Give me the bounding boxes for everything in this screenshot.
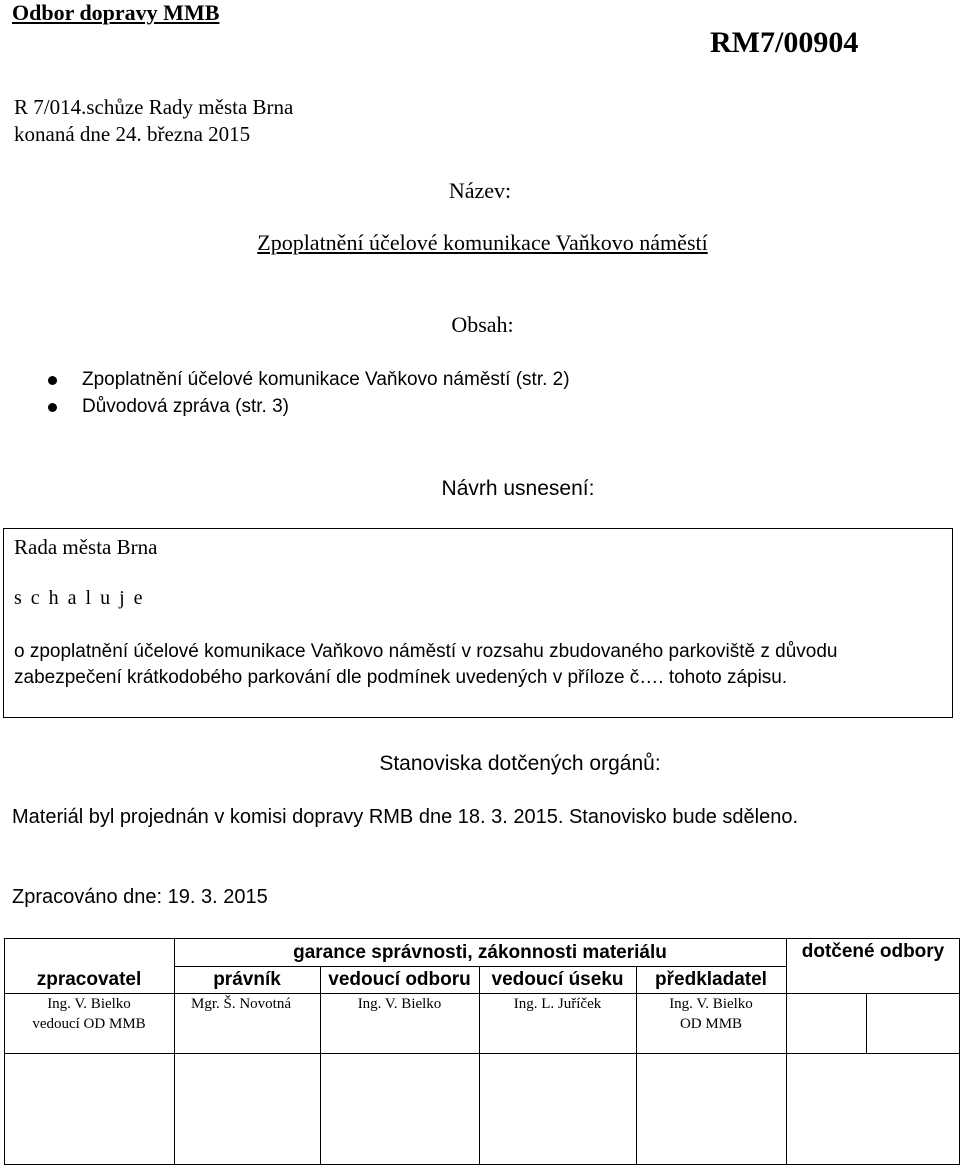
signatory-name-line-1: Ing. V. Bielko: [357, 996, 442, 1012]
contents-item-text: Zpoplatnění účelové komunikace Vaňkovo náměstí (str. 2): [82, 369, 570, 390]
signatory-name-line-1: Mgr. Š. Novotná: [190, 996, 291, 1012]
council-name: Rada města Brna: [14, 535, 158, 559]
signatory-name-line-1: Ing. V. Bielko: [47, 996, 131, 1012]
proposal-label: Návrh usnesení:: [441, 477, 595, 500]
contents-item: [48, 393, 570, 420]
contents-item: [48, 366, 570, 393]
signatory-name-line-2: vedoucí OD MMB: [32, 1016, 146, 1032]
column-header-head-of-section: vedoucí úseku: [491, 969, 624, 990]
resolution-text-line-1: o zpoplatnění účelové komunikace Vaňkovo náměstí v rozsahu zbudovaného parkoviště z důvodu: [14, 641, 838, 662]
bullet-icon: [48, 376, 57, 385]
name-label: Název:: [448, 178, 512, 203]
signatory-name: [320, 994, 479, 1014]
opinions-text: Materiál byl projednán v komisi dopravy RMB dne 18. 3. 2015. Stanovisko bude sděleno.: [12, 806, 799, 828]
contents-label: Obsah:: [451, 312, 514, 337]
signatory-name: [636, 994, 786, 1034]
document-number: RM7/00904: [710, 26, 859, 59]
guarantee-header: garance správnosti, zákonnosti materiálu: [293, 942, 667, 963]
bullet-icon: [48, 403, 57, 412]
signatory-name: [479, 994, 636, 1014]
contents-item-text: Důvodová zpráva (str. 3): [82, 396, 289, 417]
table-line: [4, 938, 960, 939]
meeting-line-2: konaná dne 24. března 2015: [14, 122, 251, 146]
signatory-name-line-1: Ing. V. Bielko: [669, 996, 753, 1012]
document-title: Zpoplatnění účelové komunikace Vaňkovo náměstí: [257, 230, 708, 255]
meeting-line-1: R 7/014.schůze Rady města Brna: [14, 95, 294, 119]
contents-list: [48, 366, 570, 420]
signatory-name: [4, 994, 174, 1034]
column-header-presenter: předkladatel: [655, 969, 767, 990]
signatory-name-line-1: Ing. L. Juříček: [513, 996, 602, 1012]
table-line: [866, 993, 867, 1053]
department-name: Odbor dopravy MMB: [12, 0, 220, 25]
table-line: [174, 966, 786, 967]
affected-departments-header: dotčené odbory: [801, 941, 945, 962]
approves-verb: s c h a l u j e: [14, 587, 145, 609]
resolution-box: [3, 528, 953, 718]
processed-date: Zpracováno dne: 19. 3. 2015: [12, 886, 268, 908]
column-header-processor: zpracovatel: [36, 969, 142, 990]
signatory-name-line-2: OD MMB: [679, 1016, 743, 1032]
column-header-head-of-department: vedoucí odboru: [328, 969, 471, 990]
resolution-text-line-2: zabezpečení krátkodobého parkování dle podmínek uvedených v příloze č…. tohoto zápisu.: [14, 667, 788, 688]
table-line: [786, 938, 787, 1165]
table-line: [4, 1053, 960, 1054]
opinions-label: Stanoviska dotčených orgánů:: [379, 752, 661, 775]
signatory-name: [168, 994, 314, 1014]
column-header-lawyer: právník: [213, 969, 281, 990]
